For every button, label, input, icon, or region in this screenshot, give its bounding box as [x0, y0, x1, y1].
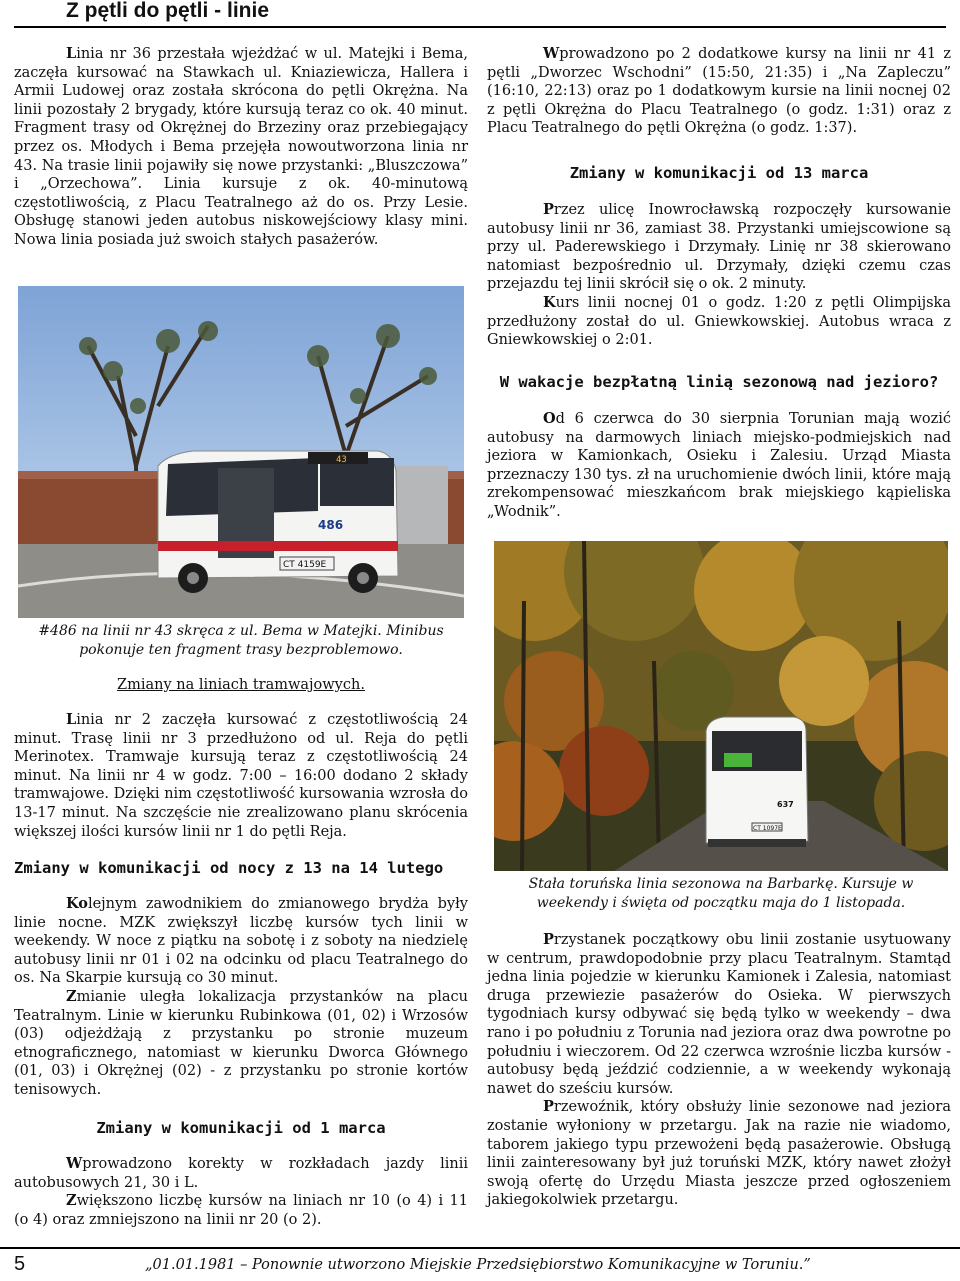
page-title-bar: [14, 0, 946, 28]
paragraph: Od 6 czerwca do 30 sierpnia Torunian mają wozić autobusy na darmowych liniach miejsko-podmiejskich nad jeziora w Kamionkach, Osieku i Zalesiu. Urząd Miasta przeznaczy 130 tys. zł na uruchomienie dwóch linii, które mają zrekompensować mieszkańcom brak miejskiego kąpieliska „Wodnik”.: [487, 410, 951, 520]
right-intro: [487, 45, 951, 138]
svg-text:CT 4159E: CT 4159E: [283, 560, 327, 570]
paragraph: Kurs linii nocnej 01 o godz. 1:20 z pętli Olimpijska przedłużony został do ul. Gniewkowskiej. Autobus wraca z Gniewkowskiej o 2:01.: [487, 293, 951, 349]
march13-changes-text: [487, 201, 951, 350]
summer-line-heading: W wakacje bezpłatną linią sezonową nad jezioro?: [499, 373, 939, 391]
february-changes-text: [14, 895, 468, 1100]
svg-text:CT 1097E: CT 1097E: [753, 825, 782, 832]
seasonal-lines-text: [487, 931, 951, 1210]
paragraph: Linia nr 2 zaczęła kursować z częstotliwością 24 minut. Trasę linii nr 3 przedłużono od ul. Reja do pętli Merinotex. Tramwaje kursują teraz z częstotliwością 24 minut. Na linii nr 4 w godz. 7:00 – 16:00 dodano 2 składy tramwajowe. Dzięki nim częstotliwość kursowania wzrosła do 13-17 minut. Na szczęście nie zrealizowano planu skrócenia większej ilości kursów linii nr 1 do pętli Reja.: [14, 711, 468, 840]
paragraph: Zwiększono liczbę kursów na liniach nr 10 (o 4) i 11 (o 4) oraz zmniejszono na linii nr 20 (o 2).: [14, 1192, 468, 1228]
page-title: Z pętli do pętli - linie: [66, 0, 269, 22]
paragraph: Kolejnym zawodnikiem do zmianowego brydża były linie nocne. MZK zwiększył liczbę kursów tych linii w weekendy. W noce z piątku na sobotę i z soboty na niedzielę autobusy linii nr 01 i 02 na odcinku od placu Teatralnego do os. Na Skarpie kursują co 30 minut.: [14, 895, 468, 987]
march1-changes-heading: Zmiany w komunikacji od 1 marca: [96, 1119, 386, 1137]
seasonal-bus-photo-image: [494, 541, 948, 871]
svg-text:637: 637: [777, 800, 794, 809]
paragraph: Przewoźnik, który obsłuży linie sezonowe nad jeziora zostanie wyłoniony w przetargu. Jak na razie nie wiadomo, taborem jakiego typu przewożeni będą pasażerowie. Obsługą linii zainteresowany był już toruński MZK, który nawet złożył swoją ofertę do Urzędu Miasta jeszcze przed ogłoszeniem jakiegokolwiek przetargu.: [487, 1098, 951, 1209]
paragraph: Wprowadzono po 2 dodatkowe kursy na linii nr 41 z pętli „Dworzec Wschodni” (15:50, 21:35) i „Na Zapleczu” (16:10, 22:13) oraz po 1 dodatkowym kursie na linii nocnej 02 z pętli Okrężna do Placu Teatralnego (o godz. 1:31) oraz z Placu Teatralnego do pętli Okrężna (o godz. 1:37).: [487, 45, 951, 137]
paragraph: Linia nr 36 przestała wjeżdżać w ul. Matejki i Bema, zaczęła kursować na Stawkach ul. Kniaziewicza, Hallera i Armii Ludowej oraz została skrócona do pętli Okrężna. Na linii pozostały 2 brygady, które kursują teraz co ok. 40 minut. Fragment trasy od Okrężnej do Brzeziny oraz przebiegający przez os. Młodych i Bema przejęła nowoutworzona linia nr 43. Na trasie linii pojawiły się nowe przystanki: „Bluszczowa” i „Orzechowa”. Linia kursuje z ok. 40-minutową częstotliwością, z Placu Teatralnego aż do os. Przy Lesie. Obsługę stanowi jeden autobus niskowejściowy klasy mini. Nowa linia posiada już swoich stałych pasażerów.: [14, 45, 468, 248]
footer-quote: „01.01.1981 – Ponownie utworzono Miejskie Przedsiębiorstwo Komunikacyjne w Toruniu.”: [145, 1257, 811, 1273]
summer-line-text: [487, 410, 951, 522]
photo-minibus-486: [18, 286, 464, 618]
photo-seasonal-bus: [494, 541, 948, 871]
photo2-caption: Stała toruńska linia sezonowa na Barbarkę. Kursuje w weekendy i święta od początku maja do 1 listopada.: [528, 876, 914, 911]
february-changes-heading: Zmiany w komunikacji od nocy z 13 na 14 lutego: [14, 859, 444, 877]
paragraph: Przystanek początkowy obu linii zostanie usytuowany w centrum, prawdopodobnie przy placu Teatralnym. Stamtąd jedna linia pojedzie w kierunku Kamionek i Zalesia, natomiast druga przewiezie pasażerów do Osieka. W pierwszych tygodniach kursy odbywać się będą tylko w weekendy – dwa rano i po południu z Torunia nad jeziora oraz dwa powrotne po południu i wieczorem. Od 22 czerwca wzrośnie liczba kursów - autobusy będą jeździć codziennie, a w weekendy wykonają nawet do sześciu kursów.: [487, 931, 951, 1097]
svg-text:43: 43: [336, 455, 347, 465]
left-intro: [14, 45, 468, 250]
page-number: 5: [14, 1253, 26, 1275]
paragraph: Zmianie uległa lokalizacja przystanków na placu Teatralnym. Linie w kierunku Rubinkowa (01, 02) i Wrzosów (03) odjeżdżają z przystanku po stronie muzeum etnograficznego, natomiast w kierunku Dworca Głównego (01, 03) i Okrężnej (02) - z przystanku po stronie kortów tenisowych.: [14, 987, 468, 1098]
march1-changes-text: [14, 1155, 468, 1229]
photo1-caption: #486 na linii nr 43 skręca z ul. Bema w Matejki. Minibus pokonuje ten fragment trasy bezproblemowo.: [38, 623, 444, 658]
tram-changes-text: [14, 711, 468, 841]
minibus-photo-image: [18, 286, 464, 618]
svg-text:486: 486: [318, 518, 344, 532]
paragraph: Wprowadzono korekty w rozkładach jazdy linii autobusowych 21, 30 i L.: [14, 1155, 468, 1191]
paragraph: Przez ulicę Inowrocławską rozpoczęły kursowanie autobusy linii nr 36, zamiast 38. Przystanki umiejscowione są przy ul. Paderewskiego i Drzymały. Linię nr 38 skierowano natomiast bezpośrednio ul. Drzymały, dzięki czemu czas przejazdu tej linii skrócił się o ok. 2 minuty.: [487, 201, 951, 293]
page-footer: [0, 1247, 960, 1281]
tram-changes-heading: Zmiany na liniach tramwajowych.: [117, 677, 365, 693]
march13-changes-heading: Zmiany w komunikacji od 13 marca: [569, 164, 869, 182]
